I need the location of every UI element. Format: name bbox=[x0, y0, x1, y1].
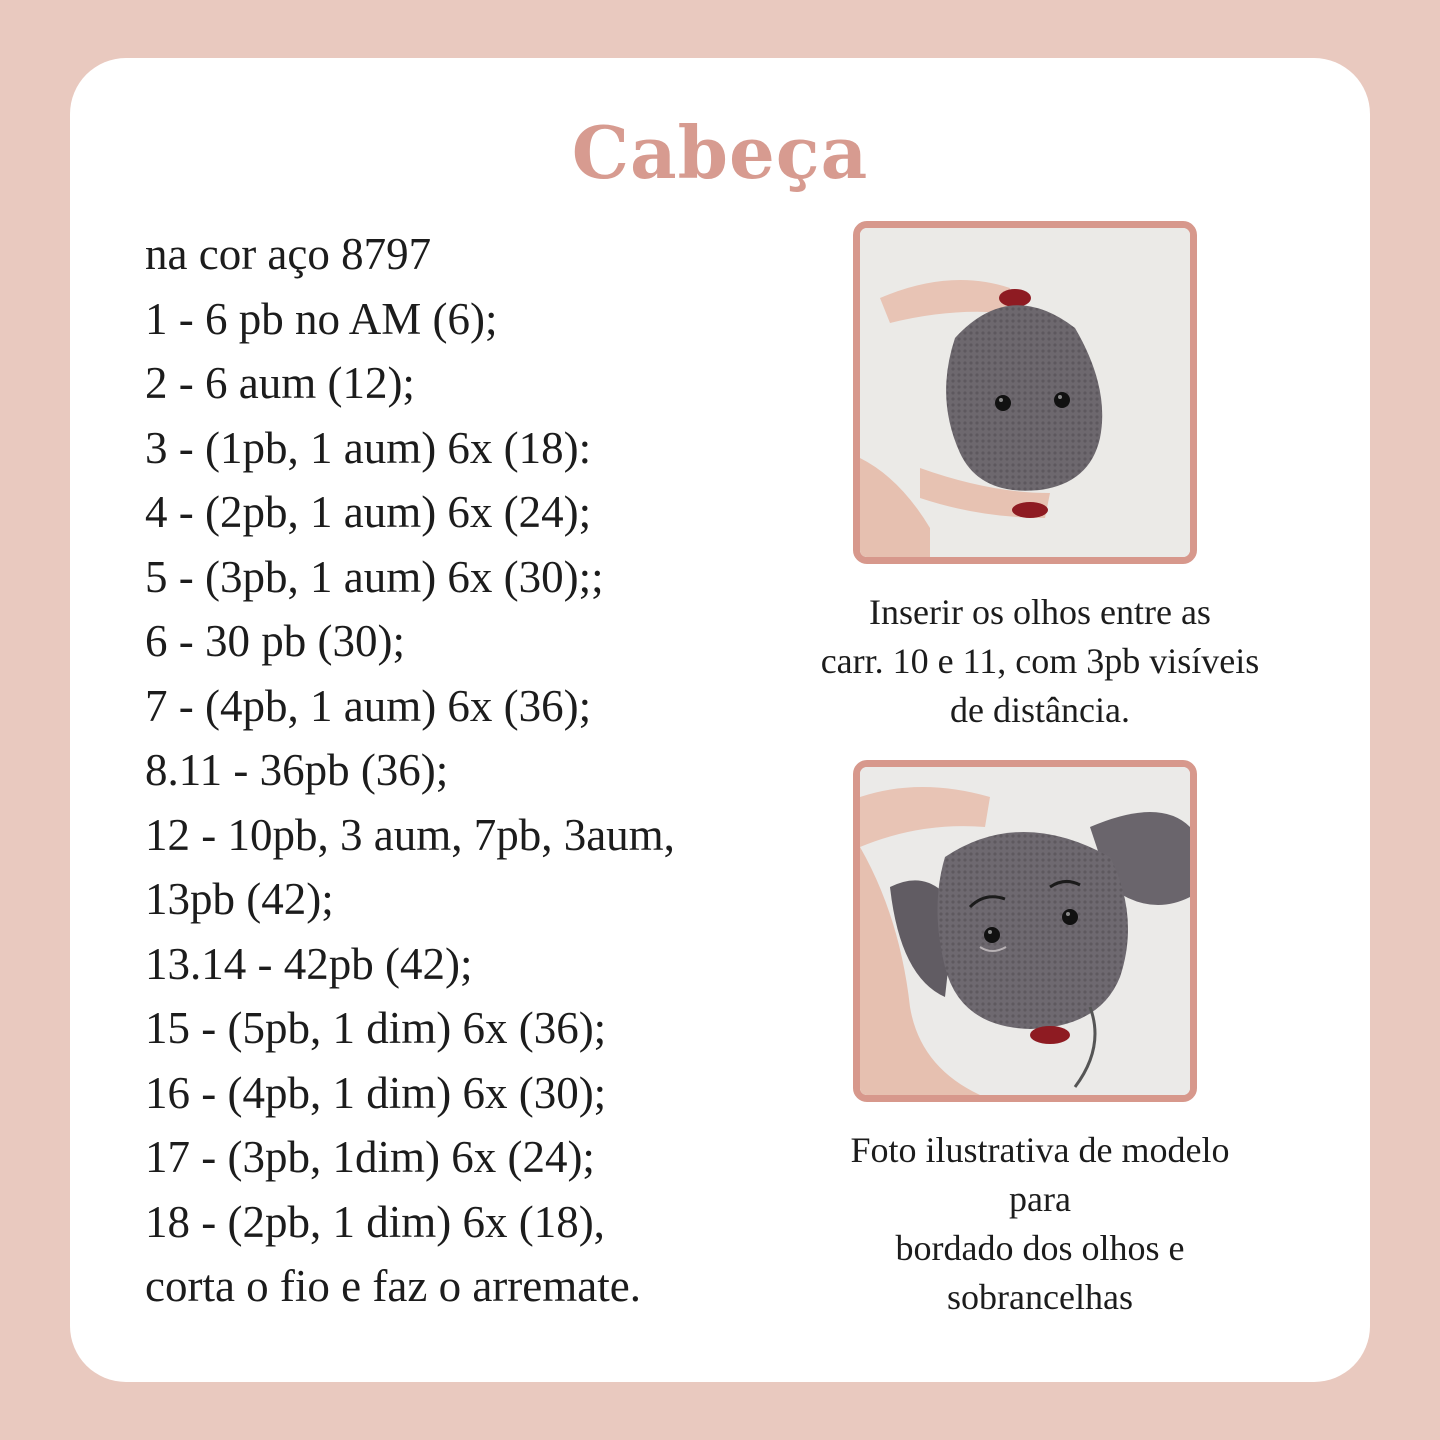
caption-line: carr. 10 e 11, com 3pb visíveis bbox=[820, 641, 1260, 681]
eyes-caption bbox=[780, 588, 1300, 735]
pattern-step: 18 - (2pb, 1 dim) 6x (18), bbox=[145, 1196, 605, 1247]
pattern-steps bbox=[145, 222, 805, 1319]
page-title: Cabeça bbox=[571, 110, 869, 195]
pattern-step: 16 - (4pb, 1 dim) 6x (30); bbox=[145, 1067, 607, 1118]
pattern-step: 4 - (2pb, 1 aum) 6x (24); bbox=[145, 487, 592, 537]
pattern-step: 6 - 30 pb (30); bbox=[145, 616, 405, 666]
pattern-step: 5 - (3pb, 1 aum) 6x (30);; bbox=[145, 551, 604, 602]
embroidery-caption bbox=[780, 1126, 1300, 1322]
pattern-step: na cor aço 8797 bbox=[145, 229, 432, 279]
pattern-step: corta o fio e faz o arremate. bbox=[145, 1261, 641, 1311]
pattern-step: 8.11 - 36pb (36); bbox=[145, 745, 449, 795]
caption-line: sobrancelhas bbox=[947, 1277, 1133, 1317]
caption-line: bordado dos olhos e bbox=[895, 1228, 1185, 1268]
crochet-head-with-ears-illustration bbox=[860, 767, 1190, 1095]
head-eyes-photo bbox=[853, 221, 1197, 564]
pattern-step: 12 - 10pb, 3 aum, 7pb, 3aum, bbox=[145, 809, 675, 860]
pattern-step: 7 - (4pb, 1 aum) 6x (36); bbox=[145, 680, 592, 731]
embroidery-reference-photo bbox=[853, 760, 1197, 1102]
pattern-step: 17 - (3pb, 1dim) 6x (24); bbox=[145, 1132, 595, 1182]
crochet-head-illustration bbox=[860, 228, 1190, 557]
caption-line: Foto ilustrativa de modelo bbox=[850, 1130, 1230, 1170]
pattern-step: 3 - (1pb, 1 aum) 6x (18): bbox=[145, 422, 592, 473]
pattern-step: 2 - 6 aum (12); bbox=[145, 358, 415, 408]
pattern-step: 13pb (42); bbox=[145, 874, 334, 924]
pattern-step: 1 - 6 pb no AM (6); bbox=[145, 293, 498, 344]
caption-line: Inserir os olhos entre as bbox=[869, 592, 1211, 632]
pattern-step: 15 - (5pb, 1 dim) 6x (36); bbox=[145, 1003, 607, 1053]
caption-line: de distância. bbox=[950, 690, 1130, 730]
pattern-step: 13.14 - 42pb (42); bbox=[145, 938, 473, 989]
caption-line: para bbox=[1009, 1179, 1071, 1219]
